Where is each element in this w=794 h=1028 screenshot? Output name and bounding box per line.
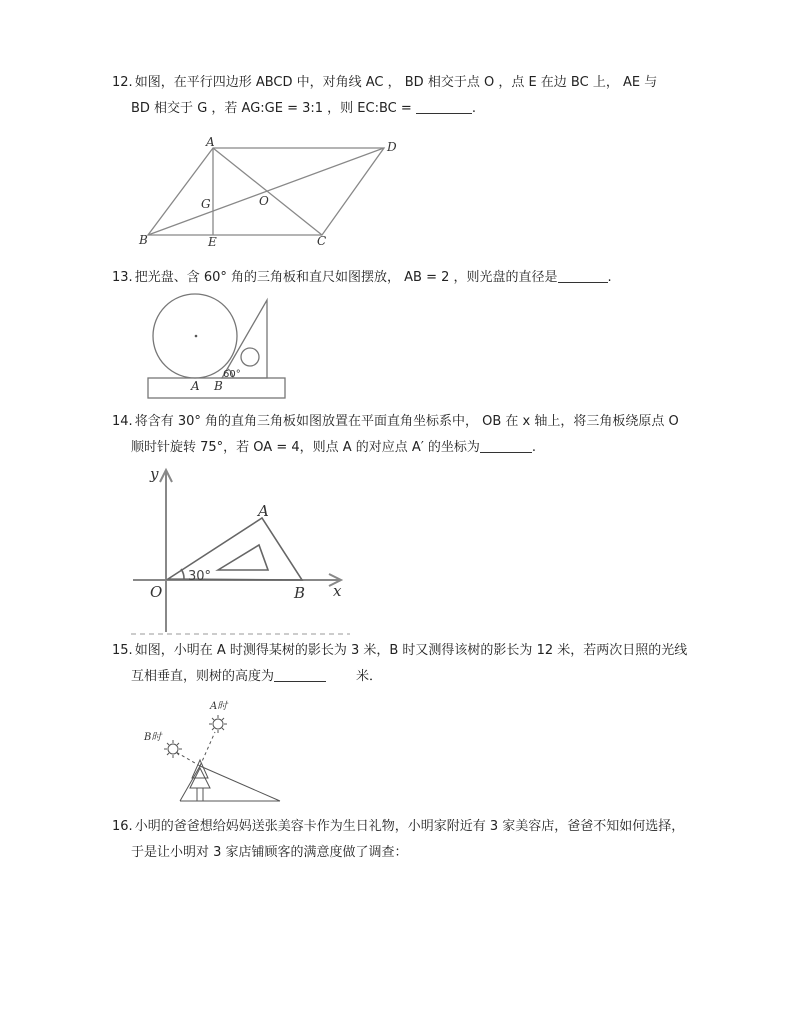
label-o: O xyxy=(259,194,269,208)
angle-label: 30° xyxy=(188,569,212,584)
sunray-b xyxy=(176,752,200,766)
question-text: BD 相交于 G ，若 AG:GE = 3:1 ，则 EC:BC = xyxy=(131,101,412,116)
sun-b-rays xyxy=(164,740,182,758)
label-d: D xyxy=(387,140,397,154)
sunray-a xyxy=(200,732,215,766)
question-12 xyxy=(112,70,712,122)
parallelogram-diagram xyxy=(136,134,406,252)
tree-shadow-figure xyxy=(140,694,290,806)
label-x: x xyxy=(333,582,342,600)
label-b: B xyxy=(139,233,148,247)
set-square-hole xyxy=(218,545,268,570)
label-g: G xyxy=(201,197,211,211)
answer-blank[interactable] xyxy=(558,268,608,283)
angle-arc xyxy=(181,569,184,579)
question-text: 将含有 30° 角的直角三角板如图放置在平面直角坐标系中， OB 在 x 轴上，将三角板绕原点 O xyxy=(134,414,679,429)
sun-a-icon xyxy=(213,719,223,729)
label-e: E xyxy=(208,235,217,249)
sunray-b-shadow xyxy=(200,766,280,801)
disc-triangle-ruler-diagram xyxy=(145,293,290,401)
tree-shadow-diagram xyxy=(140,694,290,806)
question-number: 12. xyxy=(112,75,133,90)
sun-b-icon xyxy=(168,744,178,754)
question-13 xyxy=(112,265,712,291)
question-text: 把光盘、含 60° 角的三角板和直尺如图摆放， AB = 2 ，则光盘的直径是 xyxy=(134,270,558,285)
question-text: 如图，小明在 A 时测得某树的影长为 3 米，B 时又测得该树的影长为 12 米，若两次日照的光线 xyxy=(134,643,688,658)
question-number: 15. xyxy=(112,643,133,658)
question-number: 14. xyxy=(112,414,133,429)
question-text: 于是让小明对 3 家店铺顾客的满意度做了调查： xyxy=(131,845,408,860)
question-14 xyxy=(112,409,712,461)
label-a-time: A时 xyxy=(210,701,228,712)
question-text: 小明的爸爸想给妈妈送张美容卡作为生日礼物，小明家附近有 3 家美容店，爸爸不知如何选择， xyxy=(134,819,685,834)
question-number: 13. xyxy=(112,270,133,285)
label-b-time: B时 xyxy=(144,732,162,743)
label-a: A xyxy=(258,502,269,520)
question-16 xyxy=(112,814,712,866)
disc-center xyxy=(195,335,198,338)
angle-label: 60° xyxy=(223,369,241,380)
set-square-hole xyxy=(241,348,259,366)
label-b: B xyxy=(214,379,223,393)
answer-blank[interactable] xyxy=(274,667,326,682)
disc-triangle-ruler-figure xyxy=(145,293,290,401)
answer-blank[interactable] xyxy=(416,99,472,114)
question-text: 如图，在平行四边形 ABCD 中，对角线 AC ， BD 相交于点 O ，点 E 在边 BC 上， AE 与 xyxy=(134,75,658,90)
label-a: A xyxy=(206,135,215,149)
question-text: . xyxy=(531,440,537,455)
label-y: y xyxy=(150,465,159,483)
coordinate-figure xyxy=(128,462,353,637)
parallelogram-figure xyxy=(136,134,406,252)
question-text: 互相垂直，则树的高度为 xyxy=(131,669,275,684)
question-text: . xyxy=(607,270,612,285)
question-text: 顺时针旋转 75°，若 OA = 4，则点 A 的对应点 A′ 的坐标为 xyxy=(131,440,480,455)
sun-a-rays xyxy=(209,715,227,733)
question-text: 米． xyxy=(356,669,383,684)
label-a: A xyxy=(191,379,200,393)
label-o: O xyxy=(150,583,163,601)
question-15 xyxy=(112,638,712,690)
answer-blank[interactable] xyxy=(480,438,532,453)
coordinate-diagram xyxy=(128,462,353,637)
question-number: 16. xyxy=(112,819,133,834)
label-c: C xyxy=(317,234,327,248)
question-text: . xyxy=(471,101,477,116)
diagonal-bd xyxy=(148,148,384,235)
label-b: B xyxy=(294,584,306,602)
